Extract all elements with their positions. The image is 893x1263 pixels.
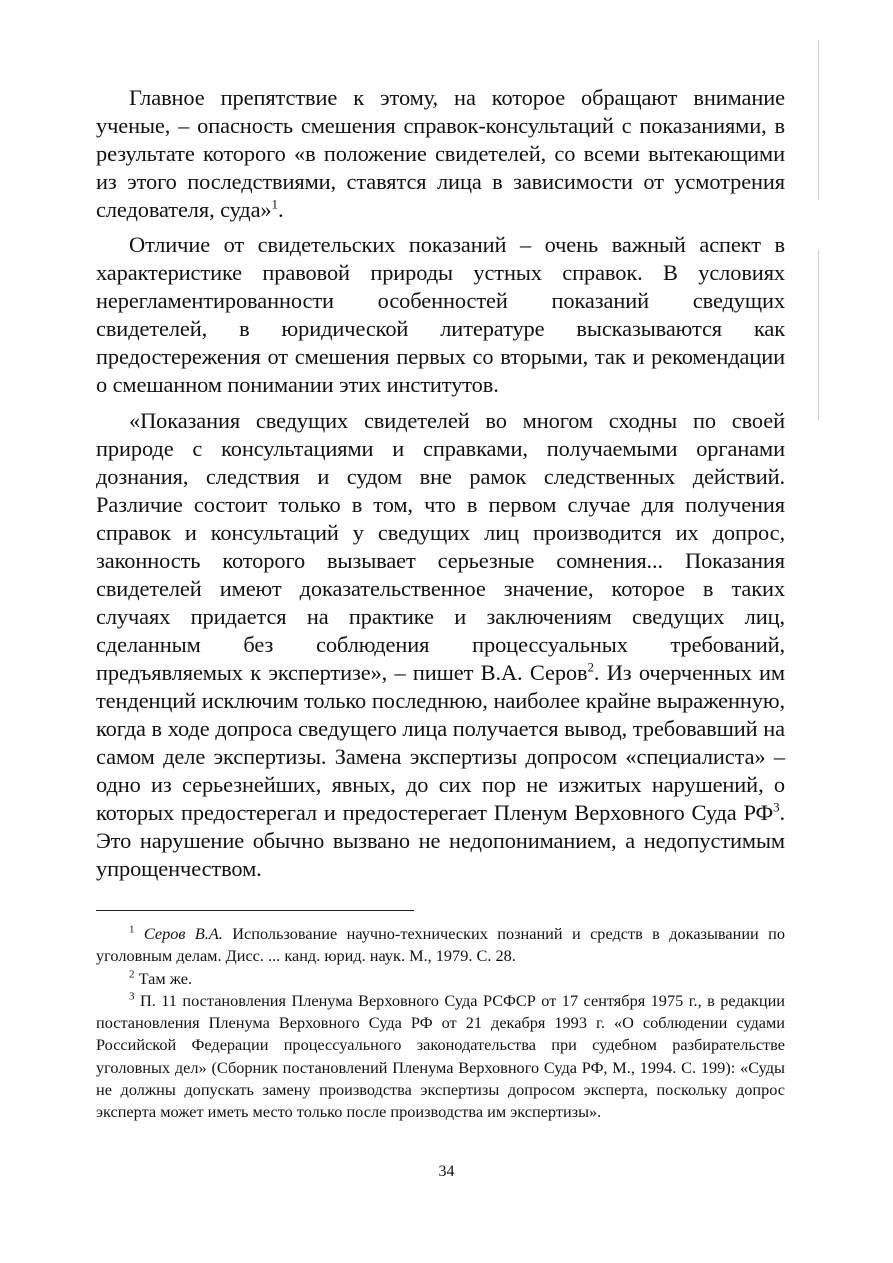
footnote-1 xyxy=(96,923,785,968)
paragraph-text-middle: . Из очерченных им тенденций исключим только последнюю, наиболее крайне выраженную, когда в ходе допроса сведущего лица получается вывод, требовавший на самом деле экспертизы. Замена экспертизы допросом «специалиста» – одно из серьезнейших, явных, до сих пор не изжитых нарушений, о которых предостерегал и предостерегает Пленум Верховного Суда РФ xyxy=(96,659,785,826)
paragraph-text: Отличие от свидетельских показаний – очень важный аспект в характеристике правовой природы устных справок. В условиях нерегламентированности особенностей показаний сведущих свидетелей, в юридической литературе высказываются как предостережения от смешения первых со вторыми, так и рекомендации о смешанном понимании этих институтов. xyxy=(96,232,785,398)
footnote-author: Серов В.А. xyxy=(143,924,223,943)
paragraph-text: Главное препятствие к этому, на которое обращают внимание ученые, – опасность смешения справок-консультаций с показаниями, в результате которого «в положение свидетелей, со всеми вытекающими из этого последствиями, ставятся лица в зависимости от усмотрения следователя, суда» xyxy=(96,85,785,223)
footnote-number: 2 xyxy=(129,968,135,981)
footnote-text: Использование научно-технических познаний и средств в доказывании по уголовным делам. Дисс. ... канд. юрид. наук. М., 1979. С. 28. xyxy=(96,924,785,966)
scan-margin-mark xyxy=(818,250,819,420)
paragraph-text-start: «Показания сведущих свидетелей во многом сходны по своей природе с консультациями и справками, получаемыми органами дознания, следствия и судом вне рамок следственных действий. Различие состоит только в том, что в первом случае для получения справок и консультаций у сведущих лиц производится их допрос, законность которого вызывает серьезные сомнения... Показания свидетелей имеют доказательственное значение, которое в таких случаях придается на практике и заключениям сведущих лиц, сделанным без соблюдения процессуальных требований, предъявляемых к экспертизе», – пишет В.А. Серов xyxy=(96,407,785,685)
paragraph-2 xyxy=(96,231,785,399)
paragraph-text-end: . Это нарушение обычно вызвано не недопониманием, а недопустимым упрощенчеством. xyxy=(96,800,785,882)
paragraph-3 xyxy=(96,407,785,884)
footnote-3 xyxy=(96,990,785,1124)
scan-margin-mark xyxy=(818,40,819,200)
main-text xyxy=(96,84,785,890)
footnote-text: Там же. xyxy=(134,968,193,988)
footnote-text: П. 11 постановления Пленума Верховного Суда РСФСР от 17 сентября 1975 г., в редакции постановления Пленума Верховного Суда РФ от 21 декабря 1993 г. «О соблюдении судами Российской Федерации процессуального законодательства при судебном разбирательстве уголовных дел» (Сборник постановлений Пленума Верховного Суда РФ, М., 1994. С. 199): «Суды не должны допускать замену производства экспертизы допросом эксперта, поскольку допрос эксперта может иметь место только после производства им экспертизы». xyxy=(96,990,785,1122)
footnotes xyxy=(96,923,785,1124)
footnote-divider xyxy=(96,910,414,911)
footnote-ref-3: 3 xyxy=(773,799,780,815)
footnote-2 xyxy=(96,968,785,990)
footnote-ref-2: 2 xyxy=(587,659,594,675)
paragraph-1 xyxy=(96,84,785,224)
paragraph-text-end: . xyxy=(277,197,284,223)
footnote-number: 3 xyxy=(129,990,135,1003)
page-number: 34 xyxy=(438,1163,455,1180)
footnote-ref-1: 1 xyxy=(271,196,278,212)
footnote-number: 1 xyxy=(129,923,135,936)
